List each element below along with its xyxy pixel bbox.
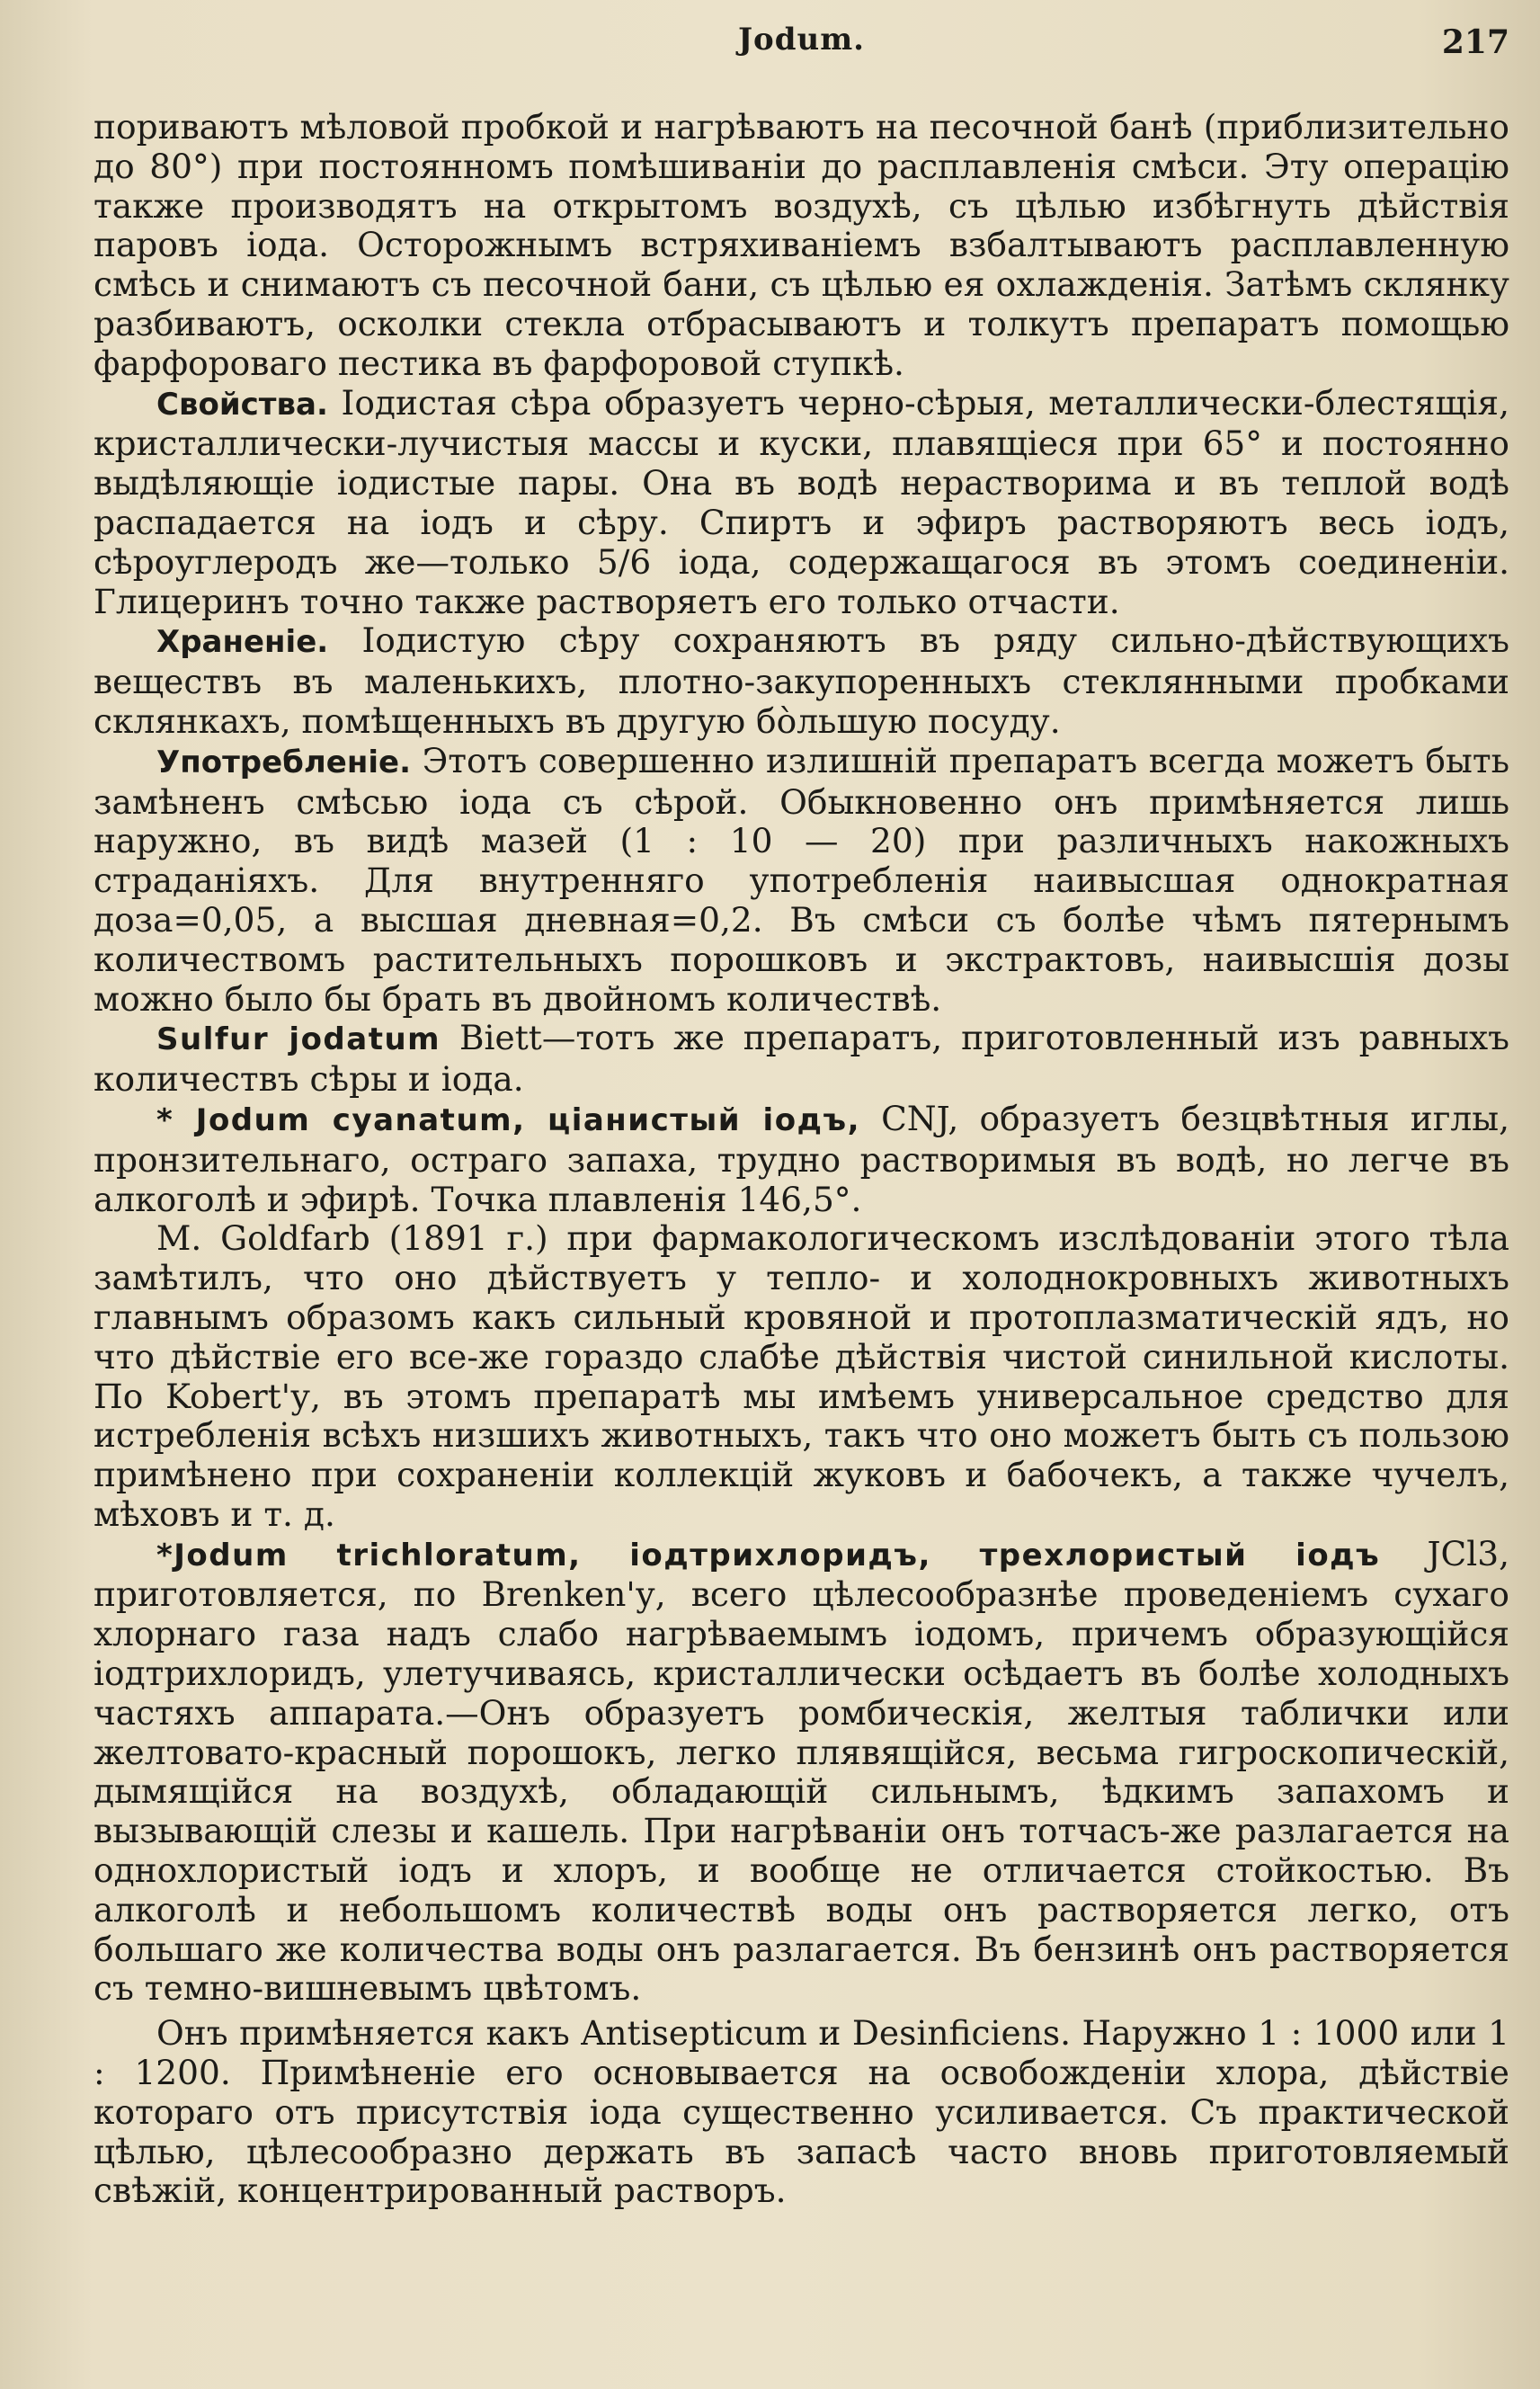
paragraph-text: CNJ, образуетъ безцвѣтныя иглы, пронзительнаго, остраго запаха, трудно растворимыя въ водѣ, но легче въ алкоголѣ и эфирѣ. Точка плавленiя 146,5°. bbox=[93, 1098, 1509, 1219]
section-heading: Употребленiе. bbox=[156, 744, 411, 780]
body-text bbox=[93, 108, 1509, 2211]
paragraph-properties bbox=[93, 384, 1509, 622]
paragraph-text: M. Goldfarb (1891 г.) при фармакологическомъ изслѣдованiи этого тѣла замѣтилъ, что оно дѣйствуетъ у тепло- и холоднокровныхъ животныхъ главнымъ образомъ какъ сильный кровяной и протоплазматическiй ядъ, но что дѣйствiе его все-же гораздо слабѣе дѣйствiя чистой синильной кислоты. По Kobert'у, въ этомъ препаратѣ мы имѣемъ универсальное средство для истребленiя всѣхъ низшихъ животныхъ, такъ что оно можетъ быть съ пользою примѣнено при сохраненiи коллекцiй жуковъ и бабочекъ, а также чучелъ, мѣховъ и т. д. bbox=[93, 1218, 1509, 1534]
paragraph-storage bbox=[93, 621, 1509, 741]
paragraph bbox=[93, 108, 1509, 384]
paragraph-text: Iодистую сѣру сохраняютъ въ ряду сильно-дѣйствующихъ веществъ въ маленькихъ, плотно-закупоренныхъ стеклянными пробками склянкахъ, помѣщенныхъ въ другую бо̀льшую посуду. bbox=[93, 620, 1509, 741]
paragraph-usage bbox=[93, 742, 1509, 1020]
entry-heading: * Jodum cyanatum, цiанистый iодъ, bbox=[156, 1101, 860, 1138]
paragraph-text: пориваютъ мѣловой пробкой и нагрѣваютъ на песочной банѣ (приблизительно до 80°) при постоянномъ помѣшиванiи до расплавленiя смѣси. Эту операцiю также производятъ на открытомъ воздухѣ, съ цѣлью избѣгнуть дѣйствiя паровъ iода. Осторожнымъ встряхиванiемъ взбалтываютъ расплавленную смѣсь и снимаютъ съ песочной бани, съ цѣлью ея охлажденiя. Затѣмъ склянку разбиваютъ, осколки стекла отбрасываютъ и толкутъ препаратъ помощью фарфороваго пестика въ фарфоровой ступкѣ. bbox=[93, 107, 1509, 383]
paragraph-text: Iодистая сѣра образуетъ черно-сѣрыя, металлически-блестящiя, кристаллически-лучистыя массы и куски, плавящiеся при 65° и постоянно выдѣляющiе iодистые пары. Она въ водѣ нерастворима и въ теплой водѣ распадается на iодъ и сѣру. Спиртъ и эфиръ растворяютъ весь iодъ, сѣроуглеродъ же—только 5/6 iода, содержащагося въ этомъ соединенiи. Глицеринъ точно также растворяетъ его только отчасти. bbox=[93, 382, 1509, 621]
paragraph-text: Онъ примѣняется какъ Antisepticum и Desinficiens. Наружно 1 : 1000 или 1 : 1200. Примѣненiе его основывается на освобожденiи хлора, дѣйствiе котораго отъ присутствiя iода существенно усиливается. Съ практической цѣлью, цѣлесообразно держать въ запасѣ часто вновь приготовляемый свѣжiй, концентрированный растворъ. bbox=[93, 2013, 1509, 2211]
entry-heading: Sulfur jodatum bbox=[156, 1021, 441, 1058]
paragraph-text: Этотъ совершенно излишнiй препаратъ всегда можетъ быть замѣненъ смѣсью iода съ сѣрой. Обыкновенно онъ примѣняется лишь наружно, въ видѣ мазей (1 : 10 — 20) при различныхъ накожныхъ страданiяхъ. Для внутренняго употребленiя наивысшая однократная доза=0,05, а высшая дневная=0,2. Въ смѣси съ болѣе чѣмъ пятернымъ количествомъ растительныхъ порошковъ и экстрактовъ, наивысшiя дозы можно было бы брать въ двойномъ количествѣ. bbox=[93, 740, 1509, 1019]
paragraph-goldfarb bbox=[93, 1219, 1509, 1534]
paragraph-application bbox=[93, 2014, 1509, 2211]
entry-heading: *Jodum trichloratum, iодтрихлоридъ, трехлористый iодъ bbox=[156, 1537, 1381, 1573]
page-number: 217 bbox=[1441, 23, 1509, 61]
running-title: Jodum. bbox=[737, 22, 866, 58]
section-heading: Храненiе. bbox=[156, 624, 329, 661]
running-header bbox=[93, 22, 1509, 72]
paragraph-sulfur-jodatum bbox=[93, 1019, 1509, 1100]
paragraph-text: JCl3, приготовляется, по Brenken'у, всего цѣлесообразнѣе проведенiемъ сухаго хлорнаго газа надъ слабо нагрѣваемымъ iодомъ, причемъ образующiйся iодтрихлоридъ, улетучиваясь, кристаллически осѣдаетъ въ болѣе холодныхъ частяхъ аппарата.—Онъ образуетъ ромбическiя, желтыя таблички или желтовато-красный порошокъ, легко плявящiйся, весьма гигроскопическiй, дымящiйся на воздухѣ, обладающiй сильнымъ, ѣдкимъ запахомъ и вызывающiй слезы и кашель. При нагрѣванiи онъ тотчасъ-же разлагается на однохлористый iодъ и хлоръ, и вообще не отличается стойкостью. Въ алкоголѣ и небольшомъ количествѣ воды онъ растворяется легко, отъ большаго же количества воды онъ разлагается. Въ бензинѣ онъ растворяется съ темно-вишневымъ цвѣтомъ. bbox=[93, 1533, 1509, 2009]
section-heading: Свойства. bbox=[156, 386, 328, 423]
paragraph-jodum-cyanatum bbox=[93, 1100, 1509, 1219]
paragraph-jodum-trichloratum bbox=[93, 1535, 1509, 2010]
paragraph-text: Biett—тотъ же препаратъ, приготовленный изъ равныхъ количествъ сѣры и iода. bbox=[93, 1018, 1509, 1100]
